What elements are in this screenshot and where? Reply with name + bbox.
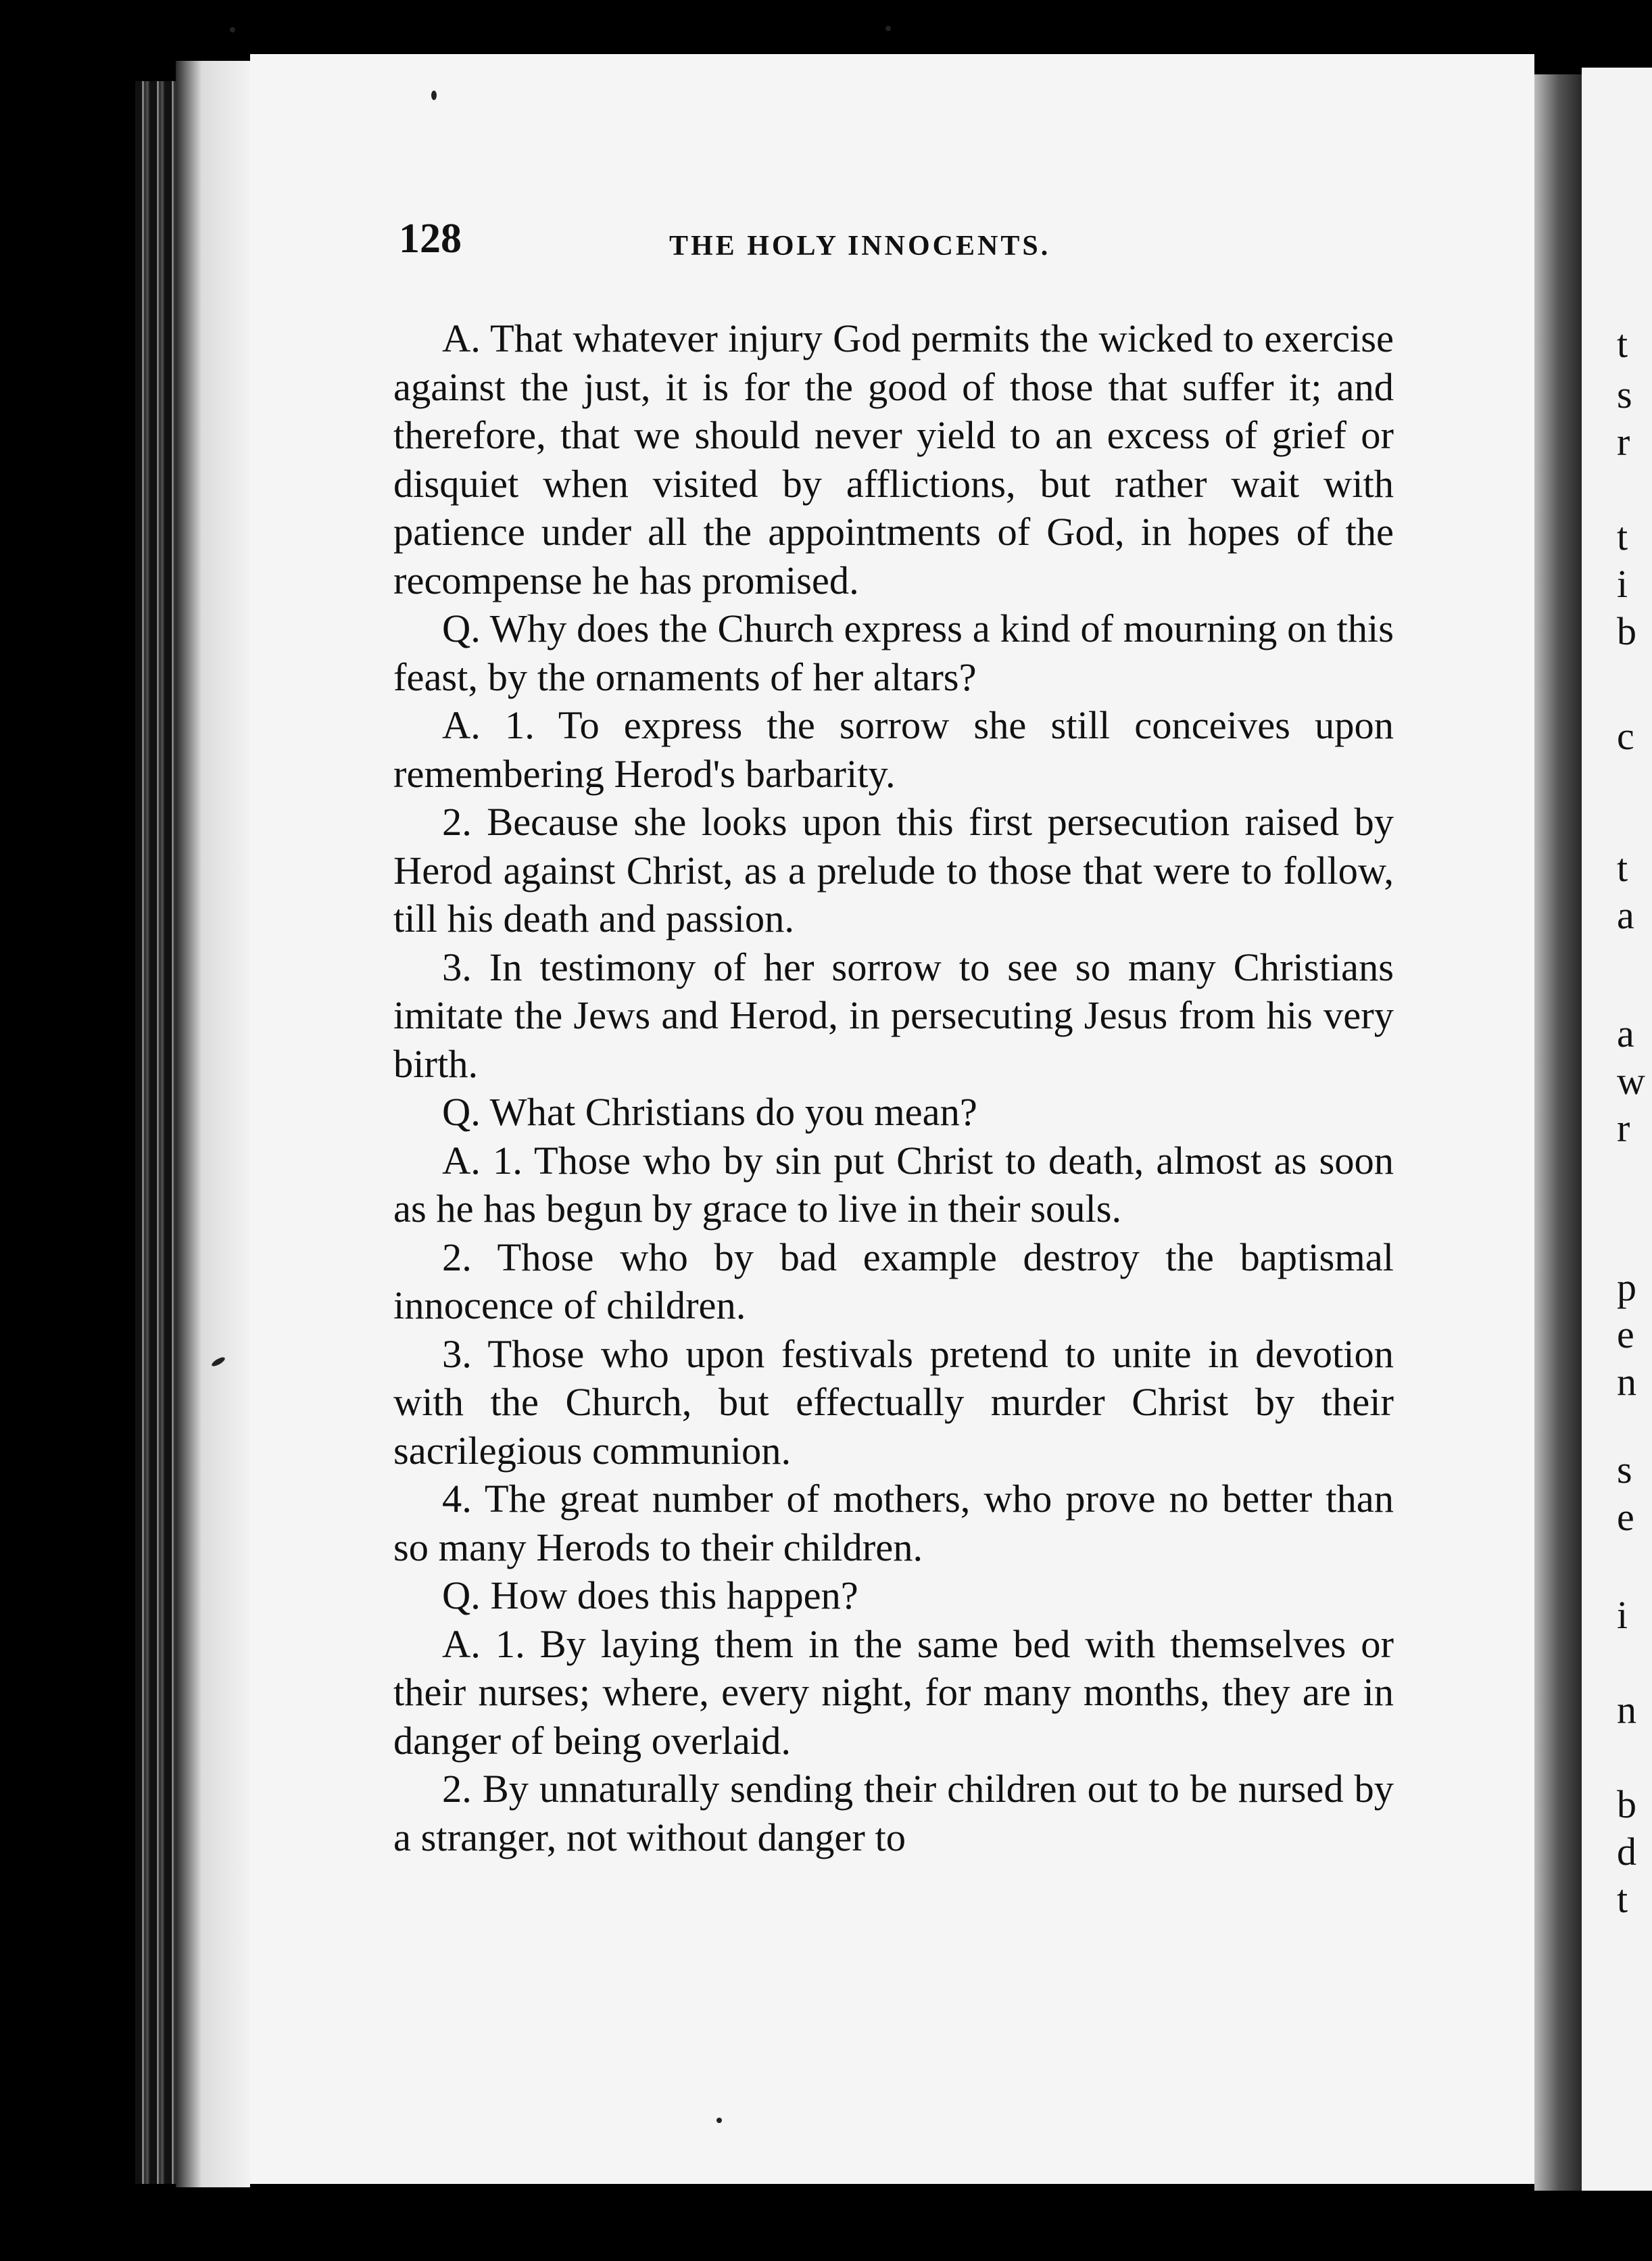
paragraph: A. 1. Those who by sin put Christ to death, almost as soon as he has begun by grace to live in their souls. [393,1138,1394,1231]
next-page-letter: a [1617,893,1634,937]
next-page-letter: n [1617,1360,1636,1404]
next-page-letter: e [1617,1495,1634,1539]
next-page-letter: d [1617,1830,1636,1874]
ink-speck [431,91,437,100]
next-page-letter: r [1617,1106,1630,1150]
ink-speck [885,26,891,31]
next-page-letter: e [1617,1312,1634,1356]
next-page-letter: w [1617,1059,1645,1103]
body-text [393,314,1394,1861]
paragraph: A. That whatever injury God permits the wicked to exercise against the just, it is for the good of those that suffer it; and therefore, that we should never yield to an excess of grief or disquiet when visited by afflictions, but rather wait with patience under all the appointments of God, in hopes of the recompense he has promised. [393,316,1394,602]
next-page-letter: i [1617,562,1628,606]
next-page-letter: t [1617,515,1628,558]
paragraph: 2. Because she looks upon this first persecution raised by Herod against Christ, as a prelude to those that were to follow, till his death and passion. [393,800,1394,941]
next-page-letter: p [1617,1265,1636,1309]
paragraph: 2. By unnaturally sending their children out to be nursed by a stranger, not without danger to [393,1767,1394,1859]
next-page-letter: s [1617,1448,1632,1492]
next-page-letter: n [1617,1688,1636,1732]
paragraph: 3. Those who upon festivals pretend to unite in devotion with the Church, but effectually murder Christ by their sacrilegious communion. [393,1331,1394,1473]
paragraph: 4. The great number of mothers, who prove no better than so many Herods to their children. [393,1477,1394,1569]
page-gutter-shadow [1534,74,1588,2191]
next-page-letter: s [1617,373,1632,416]
next-page-letter: r [1617,420,1630,464]
paragraph: 3. In testimony of her sorrow to see so many Christians imitate the Jews and Herod, in persecuting Jesus from his very birth. [393,945,1394,1086]
paragraph: 2. Those who by bad example destroy the baptismal innocence of children. [393,1235,1394,1327]
paragraph: Q. How does this happen? [442,1573,858,1617]
next-page-letter: i [1617,1593,1628,1637]
next-page-letter: t [1617,1877,1628,1921]
next-page-letter: c [1617,714,1634,758]
next-page-letter: t [1617,846,1628,890]
next-page-letter: b [1617,609,1636,653]
ink-speck [716,2118,722,2123]
paragraph: A. 1. To express the sorrow she still conceives upon remembering Herod's barbarity. [393,703,1394,796]
paragraph: A. 1. By laying them in the same bed with themselves or their nurses; where, every night, for many months, they are in danger of being overlaid. [393,1621,1394,1763]
left-page-edge [176,61,250,2187]
next-page-letter: t [1617,322,1628,366]
page-header [399,215,1136,269]
next-page-letter: b [1617,1782,1636,1826]
ink-speck [230,27,235,32]
running-title: THE HOLY INNOCENTS. [669,231,1051,262]
next-page-letter: a [1617,1012,1634,1055]
paragraph: Q. What Christians do you mean? [442,1090,977,1134]
page-number: 128 [399,216,462,262]
paragraph: Q. Why does the Church express a kind of mourning on this feast, by the ornaments of her altars? [393,606,1394,699]
